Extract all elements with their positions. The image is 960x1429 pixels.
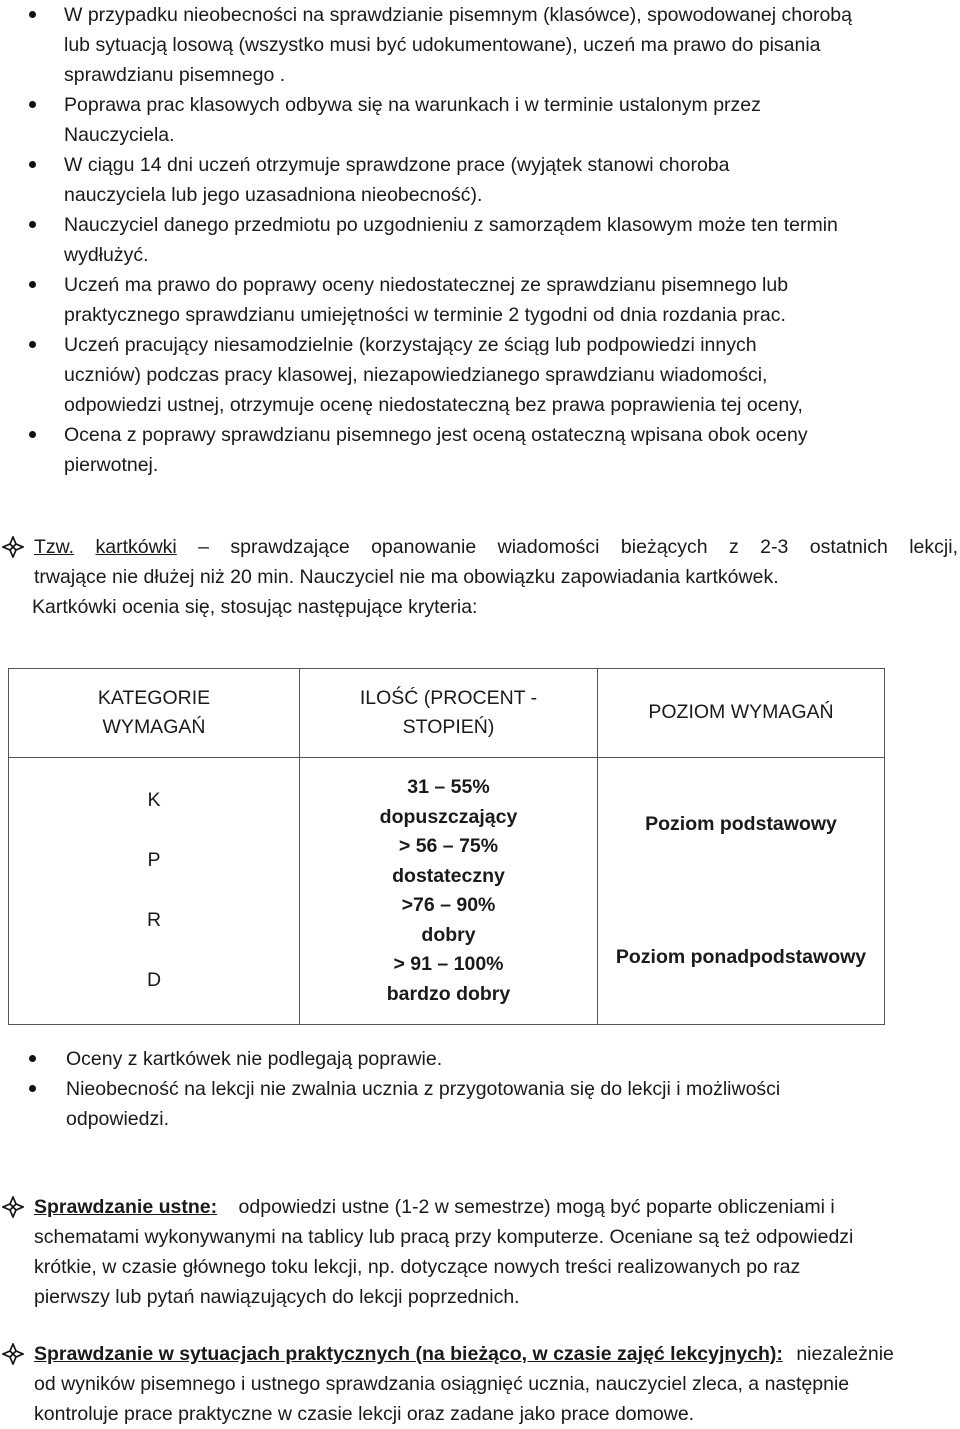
percent-cell	[300, 758, 598, 1025]
line: Uczeń ma prawo do poprawy oceny niedostatecznej ze sprawdzianu pisemnego lub	[64, 274, 789, 296]
line	[34, 1192, 958, 1222]
bullet-icon	[29, 281, 36, 288]
line: Ocena z poprawy sprawdzianu pisemnego jest oceną ostateczną wpisana obok oceny	[64, 424, 808, 446]
kartkowki-paragraph	[0, 532, 960, 622]
line: odpowiedzi.	[66, 1108, 169, 1130]
bullet-icon	[29, 1055, 36, 1062]
percent-bardzo-dobry: > 91 – 100% bardzo dobry	[386, 953, 511, 1005]
mid-bullet-list	[0, 1044, 946, 1134]
term-label: Tzw.	[34, 536, 75, 558]
line: lub sytuacją losową (wszystko musi być udokumentowane), uczeń ma prawo do pisania	[64, 34, 821, 56]
list-item	[0, 1044, 946, 1074]
line: W przypadku nieobecności na sprawdzianie pisemnym (klasówce), spowodowanej chorobą	[64, 4, 852, 26]
category-list	[9, 786, 299, 996]
text: odpowiedzi ustne (1-2 w semestrze) mogą być poparte obliczeniami i	[238, 1196, 835, 1218]
diamond-bullet-icon	[2, 1196, 24, 1218]
category-p: P	[147, 849, 161, 872]
level-basic: Poziom podstawowy	[645, 812, 837, 835]
list-item	[0, 420, 944, 480]
bullet-icon	[29, 341, 36, 348]
line: praktycznego sprawdzianu umiejętności w terminie 2 tygodni od dnia rozdania prac.	[64, 304, 786, 326]
line: Nauczyciel danego przedmiotu po uzgodnieniu z samorządem klasowym może ten termin	[64, 214, 838, 236]
category-k: K	[147, 789, 161, 811]
line: Oceny z kartkówek nie podlegają poprawie.	[66, 1048, 443, 1070]
praktyczne-section	[0, 1339, 960, 1429]
percent-dostateczny: > 56 – 75% dostateczny	[392, 835, 505, 887]
grading-table	[8, 668, 885, 1025]
line: kontroluje prace praktyczne w czasie lekcji oraz zadane jako prace domowe.	[34, 1403, 695, 1425]
line: pierwotnej.	[64, 454, 159, 476]
line: krótkie, w czasie głównego toku lekcji, np. dotyczące nowych treści realizowanych po raz	[34, 1256, 801, 1278]
line	[34, 532, 958, 562]
categories-cell	[9, 758, 300, 1025]
level-extended: Poziom ponadpodstawowy	[615, 945, 867, 968]
line: wydłużyć.	[64, 244, 149, 266]
line: sprawdzianu pisemnego .	[64, 64, 286, 86]
category-d: D	[146, 969, 162, 992]
list-item	[0, 270, 944, 330]
term-label: kartkówki	[95, 536, 177, 558]
section-title: Sprawdzanie w sytuacjach praktycznych (na bieżąco, w czasie zajęć lekcyjnych):	[34, 1343, 783, 1365]
list-item	[0, 1074, 946, 1134]
table-header-row	[9, 669, 885, 758]
list-item	[0, 330, 944, 420]
line: pierwszy lub pytań nawiązujących do lekcji poprzednich.	[34, 1286, 520, 1308]
line: Uczeń pracujący niesamodzielnie (korzystający ze ściąg lub podpowiedzi innych	[64, 334, 757, 356]
header-percent: ILOŚĆ (PROCENT - STOPIEŃ)	[300, 669, 598, 758]
line: Nauczyciela.	[64, 124, 175, 146]
level-list	[598, 758, 884, 1024]
text: niezależnie	[796, 1343, 894, 1365]
list-item	[0, 90, 944, 150]
line: Nieobecność na lekcji nie zwalnia ucznia z przygotowania się do lekcji i możliwości	[66, 1078, 781, 1100]
text: – sprawdzające opanowanie wiadomości bieżących z 2-3 ostatnich lekcji,	[176, 536, 958, 558]
line: nauczyciela lub jego uzasadniona nieobecność).	[64, 184, 483, 206]
bullet-icon	[29, 101, 36, 108]
praktyczne-paragraph	[0, 1339, 960, 1429]
diamond-bullet-icon	[2, 1343, 24, 1365]
percent-dobry: >76 – 90% dobry	[401, 894, 496, 946]
header-level: POZIOM WYMAGAŃ	[598, 669, 885, 758]
category-r: R	[146, 909, 162, 932]
line: schematami wykonywanymi na tablicy lub pracą przy komputerze. Oceniane są też odpowiedzi	[34, 1226, 854, 1248]
kartkowki-section	[0, 532, 960, 622]
bullet-icon	[29, 431, 36, 438]
line: trwające nie dłużej niż 20 min. Nauczyciel nie ma obowiązku zapowiadania kartkówek.	[34, 566, 779, 588]
line: od wyników pisemnego i ustnego sprawdzania osiągnięć ucznia, nauczyciel zleca, a następnie	[34, 1373, 850, 1395]
level-cell	[598, 758, 885, 1025]
list-item	[0, 0, 944, 90]
line: Kartkówki ocenia się, stosując następujące kryteria:	[32, 596, 478, 618]
top-bullet-list	[0, 0, 944, 480]
table-row	[9, 758, 885, 1025]
diamond-bullet-icon	[2, 536, 24, 558]
line	[34, 1339, 958, 1369]
bullet-icon	[29, 1085, 36, 1092]
line: odpowiedzi ustnej, otrzymuje ocenę niedostateczną bez prawa poprawienia tej oceny,	[64, 394, 803, 416]
ustne-section	[0, 1192, 960, 1312]
ustne-paragraph	[0, 1192, 960, 1312]
list-item	[0, 210, 944, 270]
bullet-icon	[29, 161, 36, 168]
line: Poprawa prac klasowych odbywa się na warunkach i w terminie ustalonym przez	[64, 94, 761, 116]
line: W ciągu 14 dni uczeń otrzymuje sprawdzone prace (wyjątek stanowi choroba	[64, 154, 730, 176]
percent-dopuszczajacy: 31 – 55% dopuszczający	[379, 776, 518, 828]
section-title: Sprawdzanie ustne:	[34, 1196, 218, 1218]
list-item	[0, 150, 944, 210]
line: uczniów) podczas pracy klasowej, niezapowiedzianego sprawdzianu wiadomości,	[64, 364, 768, 386]
bullet-icon	[29, 221, 36, 228]
header-categories: KATEGORIE WYMAGAŃ	[9, 669, 300, 758]
bullet-icon	[29, 11, 36, 18]
